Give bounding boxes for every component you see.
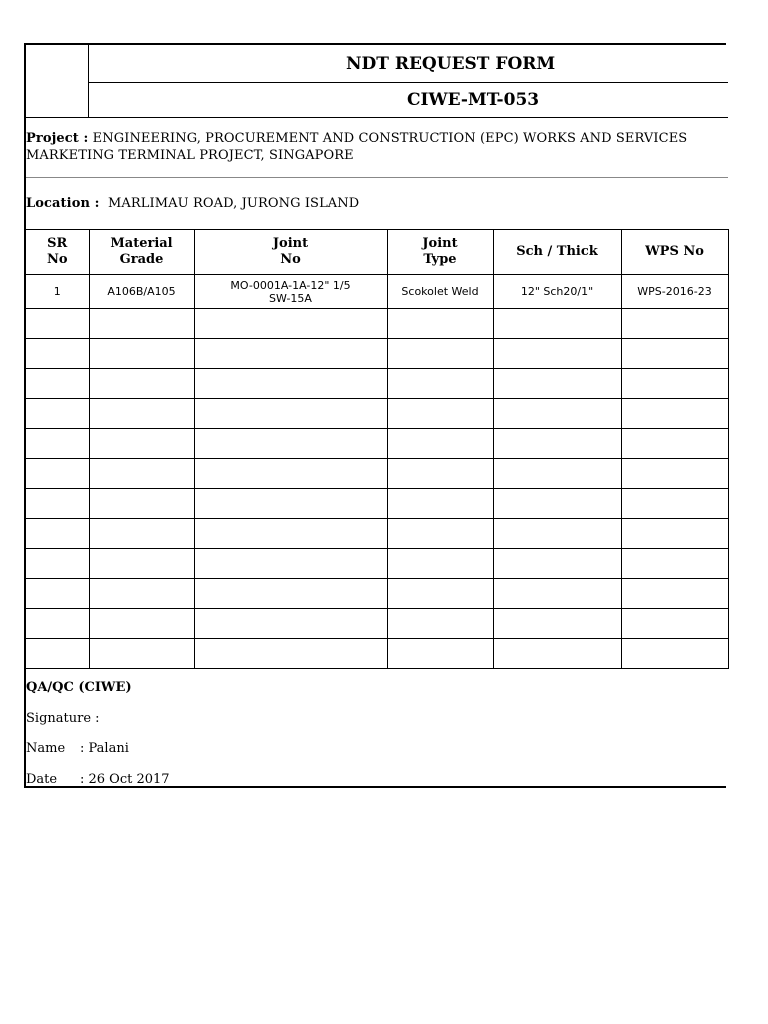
name-label: Name (26, 741, 66, 756)
cell-joint-type: Scokolet Weld (387, 275, 493, 309)
table-row-empty (26, 609, 728, 639)
ndt-request-form (24, 43, 726, 788)
date-value: : 26 Oct 2017 (80, 772, 170, 787)
location-label: Location : (26, 196, 100, 211)
cell-sr-no: 1 (26, 275, 89, 309)
name-line (26, 741, 129, 756)
header-joint-type: Joint Type (387, 230, 493, 275)
table-row (26, 275, 728, 309)
location-value: MARLIMAU ROAD, JURONG ISLAND (108, 196, 360, 211)
logo-box (26, 45, 89, 118)
table-row-empty (26, 579, 728, 609)
table-row-empty (26, 339, 728, 369)
qa-qc-label: QA/QC (CIWE) (26, 680, 132, 695)
table-row-empty (26, 489, 728, 519)
project-line-1: ENGINEERING, PROCUREMENT AND CONSTRUCTION (EPC) WORKS AND SERVICES (92, 131, 688, 146)
cell-wps-no: WPS-2016-23 (621, 275, 728, 309)
project-info (26, 130, 728, 164)
form-title: NDT REQUEST FORM (89, 45, 728, 83)
table-row-empty (26, 549, 728, 579)
signature-label: Signature : (26, 711, 100, 726)
cell-sch-thick: 12" Sch20/1" (493, 275, 621, 309)
table-row-empty (26, 399, 728, 429)
header-sch-thick: Sch / Thick (493, 230, 621, 275)
project-line-2: MARKETING TERMINAL PROJECT, SINGAPORE (26, 148, 354, 163)
location-info (26, 196, 728, 211)
header-joint-no: Joint No (194, 230, 387, 275)
document-number: CIWE-MT-053 (89, 83, 728, 118)
header-wps-no: WPS No (621, 230, 728, 275)
divider (26, 177, 728, 178)
table-row-empty (26, 639, 728, 669)
date-label: Date (26, 772, 58, 787)
table-row-empty (26, 519, 728, 549)
header-sr-no: SR No (26, 230, 89, 275)
table-header-row (26, 230, 728, 275)
cell-material-grade: A106B/A105 (89, 275, 194, 309)
name-value: : Palani (80, 741, 129, 756)
table-row-empty (26, 459, 728, 489)
header-material-grade: Material Grade (89, 230, 194, 275)
cell-joint-no: MO-0001A-1A-12" 1/5 SW-15A (194, 275, 387, 309)
table-row-empty (26, 369, 728, 399)
project-label: Project : (26, 131, 89, 146)
table-row-empty (26, 429, 728, 459)
table-row-empty (26, 309, 728, 339)
date-line (26, 772, 170, 787)
joint-table (26, 229, 729, 669)
